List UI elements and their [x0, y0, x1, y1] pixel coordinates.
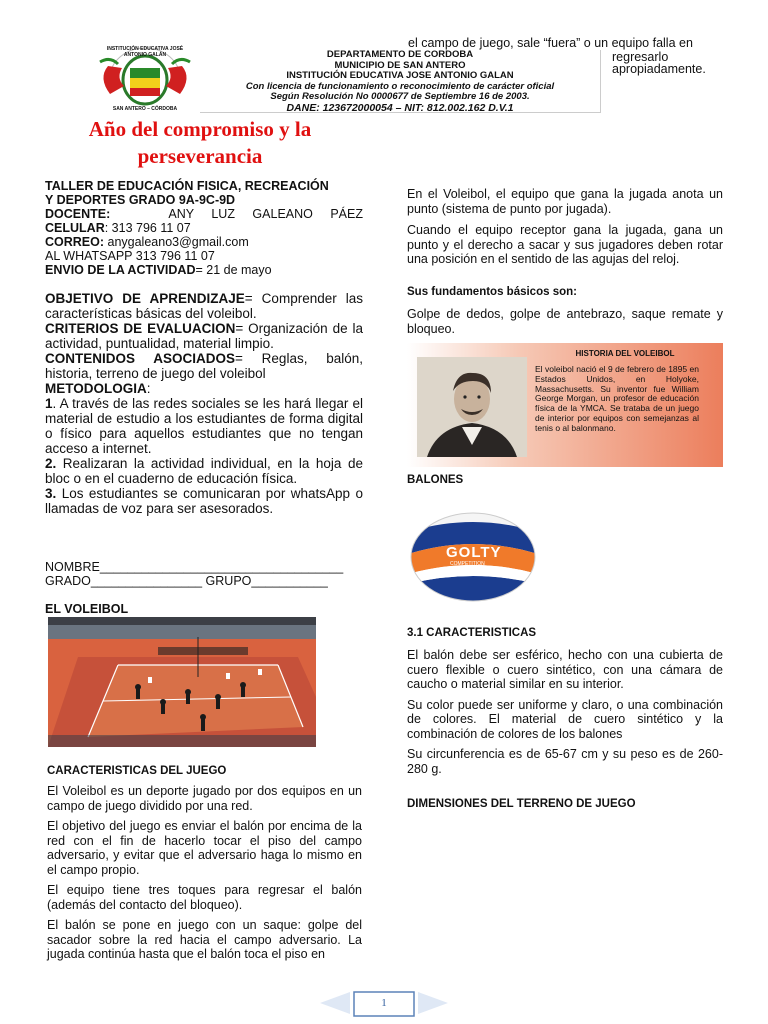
voleibol-heading: EL VOLEIBOL: [45, 602, 129, 616]
criterios-label: CRITERIOS DE EVALUACION: [45, 321, 236, 336]
metodo-num: 3.: [45, 486, 57, 501]
caract-para: El balón debe ser esférico, hecho con una cubierta de cuero flexible o cuero sintético, con una cámara de caucho o material similar en su interior.: [407, 648, 723, 691]
juego-para: El Voleibol es un deporte jugado por dos equipos en un campo de juego dividido por una red.: [47, 784, 362, 813]
objectives-block: [45, 291, 363, 516]
school-logo: [90, 38, 200, 118]
celular-value: : 313 796 11 07: [104, 221, 191, 235]
taller-line1: TALLER DE EDUCACIÓN FISICA, RECREACIÓN: [45, 179, 329, 193]
fundamentos-text: Golpe de dedos, golpe de antebrazo, saque remate y bloqueo.: [407, 307, 723, 336]
taller-line2: Y DEPORTES GRADO 9A-9C-9D: [45, 193, 236, 207]
caracteristicas-heading: 3.1 CARACTERISTICAS: [407, 627, 537, 639]
header-resolucion: Según Resolución No 0000677 de Septiembre 16 de 2003.: [270, 91, 530, 102]
juego-paragraphs: [47, 784, 362, 962]
header-licencia: Con licencia de funcionamiento o reconocimiento de carácter oficial: [245, 80, 555, 92]
caract-para: Su circunferencia es de 65-67 cm y su peso es de 260-280 g.: [407, 747, 723, 776]
historia-text: El voleibol nació el 9 de febrero de 1895 en Estados Unidos, en Holyoke, Massachusetts. Su inventor fue William George Morgan, un profesor de educación física de la YMCA. Se trataba de un juego de interior por equipos con semejanzas al tenis o al balonmano.: [535, 364, 699, 433]
juego-para: El balón se pone en juego con un saque: golpe del sacador sobre la red hacia el campo adversario. La jugada continúa hasta que el balón toca el piso en: [47, 918, 362, 961]
juego-para: El equipo tiene tres toques para regresar el balón (además del contacto del bloqueo).: [47, 883, 362, 912]
metodo-num: 1: [45, 396, 53, 411]
page-number: 1: [381, 997, 387, 1009]
info-block: [45, 179, 363, 277]
metodo-text: Realizaran la actividad individual, en la hoja de bloc o en el cuaderno de educación física.: [45, 456, 363, 486]
metodo-item: [45, 486, 363, 516]
logo-top-text: INSTITUCIÓN EDUCATIVA JOSÉ ANTONIO GALÁN: [106, 46, 184, 58]
top-right-line1: el campo de juego, sale “fuera” o un equipo falla en: [408, 36, 693, 50]
title-line2: perseverancia: [137, 144, 263, 168]
docente-row: [45, 207, 363, 221]
metodo-text: . A través de las redes sociales se les hará llegar el material de estudio a los estudiantes de forma digital o físico para aquellos estudiantes que no tengan acceso a internet.: [45, 396, 363, 456]
docente-label: DOCENTE:: [45, 207, 111, 221]
correo-label: CORREO:: [45, 235, 105, 249]
right-para: En el Voleibol, el equipo que gana la jugada anota un punto (sistema de punto por jugada).: [407, 187, 723, 216]
fundamentos-heading: Sus fundamentos básicos son:: [407, 286, 577, 298]
metodo-item: [45, 396, 363, 456]
dimensiones-heading: DIMENSIONES DEL TERRENO DE JUEGO: [407, 798, 636, 810]
golty-ball-image: [408, 512, 538, 602]
right-paragraphs: [407, 187, 723, 267]
header-dept: DEPARTAMENTO DE CORDOBA: [326, 49, 474, 60]
objetivo-text: = Comprender las características básicas del voleibol.: [45, 291, 363, 321]
top-right-line2: regresarlo: [612, 50, 669, 64]
historia-title: HISTORIA DEL VOLEIBOL: [575, 349, 675, 358]
grado-field[interactable]: GRADO________________ GRUPO___________: [45, 574, 328, 588]
ball-brand: GOLTY: [446, 544, 502, 561]
top-right-line3: apropiadamente.: [612, 62, 706, 76]
ball-tag: NX 2022: [484, 569, 504, 575]
metodo-text: Los estudiantes se comunicaran por whatsApp o llamadas de voz para ser asesorados.: [45, 486, 363, 516]
balones-heading: BALONES: [407, 474, 464, 486]
metodologia-label: METODOLOGIA: [45, 381, 147, 396]
metodo-item: [45, 456, 363, 486]
page-number-ornament: [320, 988, 448, 1018]
header-dane: DANE: 123672000054 – NIT: 812.002.162 D.V.1: [286, 101, 514, 114]
page-title: [40, 116, 360, 170]
right-para: Cuando el equipo receptor gana la jugada, gana un punto y el derecho a sacar y sus jugadores deben rotar una posición en el sentido de las agujas del reloj.: [407, 223, 723, 266]
caract-para: Su color puede ser uniforme y claro, o una combinación de colores. El material de cuero sintético y la combinación de colores de los balones: [407, 697, 723, 741]
header-institucion: INSTITUCIÓN EDUCATIVA JOSE ANTONIO GALAN: [286, 70, 514, 81]
contenidos-label: CONTENIDOS ASOCIADOS: [45, 351, 236, 366]
header-box: [200, 50, 601, 113]
historia-box: [407, 343, 723, 467]
metodologia-colon: :: [146, 381, 151, 396]
contenidos-text: = Reglas, balón, historia, terreno de juego del voleibol: [45, 351, 363, 381]
morgan-portrait: [417, 357, 527, 457]
title-line1: Año del compromiso y la: [88, 117, 312, 141]
celular-label: CELULAR: [45, 221, 105, 235]
whatsapp-line: AL WHATSAPP 313 796 11 07: [45, 249, 215, 263]
ball-sub: COMPETITION: [450, 561, 485, 567]
nombre-field[interactable]: NOMBRE___________________________________: [45, 560, 344, 574]
header-municipio: MUNICIPIO DE SAN ANTERO: [334, 59, 466, 71]
logo-bottom-text: SAN ANTERO – CÓRDOBA: [112, 106, 178, 112]
criterios-text: = Organización de la actividad, puntualidad, material limpio.: [45, 321, 363, 351]
juego-para: El objetivo del juego es enviar el balón por encima de la red con el fin de hacerlo tocar el piso del campo adversario, y evitar que el adversario haga lo mismo en el campo propio.: [47, 819, 362, 877]
correo-value: anygaleano3@gmail.com: [104, 235, 249, 249]
caracteristicas-juego-heading: CARACTERISTICAS DEL JUEGO: [47, 765, 227, 777]
metodo-num: 2.: [45, 456, 57, 471]
docente-name: ANY LUZ GALEANO PÁEZ: [168, 207, 363, 221]
envio-value: = 21 de mayo: [195, 263, 272, 277]
objetivo-label: OBJETIVO DE APRENDIZAJE: [45, 291, 245, 306]
caracteristicas-paragraphs: [407, 648, 723, 776]
envio-label: ENVIO DE LA ACTIVIDAD: [45, 263, 196, 277]
volleyball-court-photo: [48, 617, 316, 747]
